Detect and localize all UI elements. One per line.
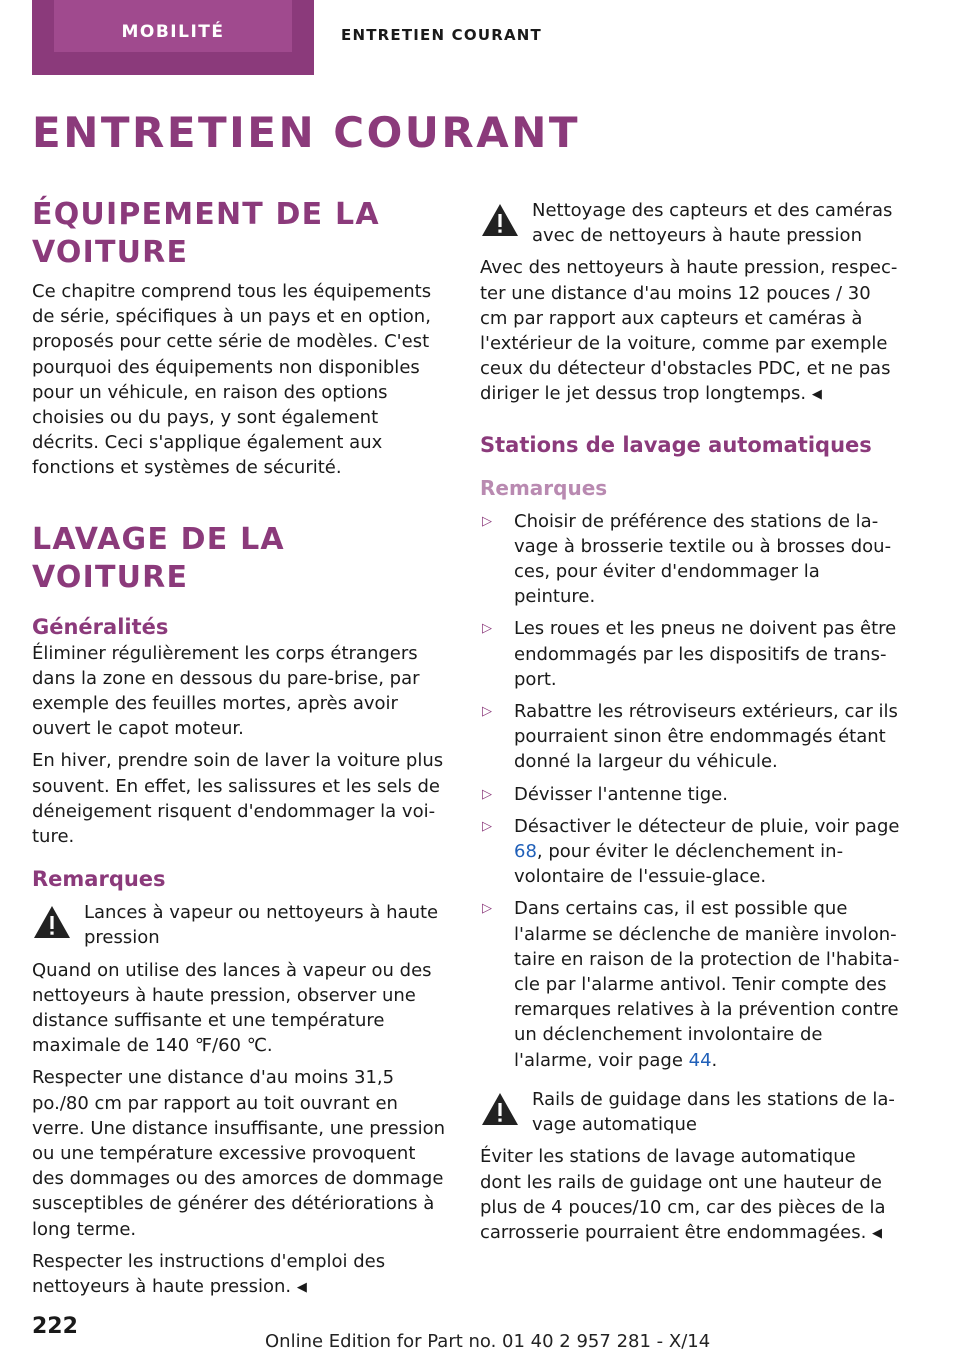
list-item: ▷ Rabattre les rétroviseurs extérieurs, car ils pourraient sinon être endommagés étant donné la largeur du véhicule. <box>482 701 898 773</box>
rails-warning <box>480 1087 900 1137</box>
page-link-44[interactable]: 44 <box>688 1049 712 1071</box>
warning-icon <box>32 904 72 940</box>
warning-icon <box>480 202 520 238</box>
list-item: ▷ Les roues et les pneus ne doivent pas être endommagés par les dispositifs de transport. <box>482 618 897 690</box>
sensor-warning <box>480 198 900 248</box>
bullet-icon: ▷ <box>482 901 492 917</box>
steam-warning-paragraph-3: Respecter les instructions d'emploi des nettoyeurs à haute pression. ◀ <box>32 1250 386 1298</box>
remarks-heading: Remarques <box>32 867 166 892</box>
rails-paragraph: Éviter les stations de lavage automatique dont les rails de guidage ont une hauteur de plus de 4 pouces/10 cm, car des pièces de la carrosserie pourraient être endommagées. ◀ <box>480 1146 886 1243</box>
page-number: 222 <box>32 1314 78 1339</box>
section-tab[interactable] <box>32 0 314 75</box>
list-item: ▷ Dans certains cas, il est possible que l'alarme se déclenche de manière involontaire en raison de la protection de l'habitacle par l'alarme antivol. Tenir compte des remarques relatives à la prévention contre un déclenchement involontaire de l'alarme, voir page 44. <box>482 898 900 1071</box>
edition-footer: Online Edition for Part no. 01 40 2 957 281 - X/14 <box>265 1331 711 1352</box>
section-tab-label: MOBILITÉ <box>121 22 225 42</box>
stations-remarks-heading: Remarques <box>480 475 608 500</box>
washing-heading: LAVAGE DE LA VOITURE <box>32 521 285 595</box>
chapter-tab-label[interactable]: ENTRETIEN COURANT <box>341 26 542 44</box>
general-paragraph-1: Éliminer régulièrement les corps étrangers dans la zone en dessous du pare-brise, par exemple des feuilles mortes, après avoir ouvert le capot moteur. <box>32 642 420 740</box>
end-mark: ◀ <box>811 387 822 403</box>
bullet-icon: ▷ <box>482 513 492 529</box>
end-mark: ◀ <box>872 1225 883 1241</box>
page-link-68[interactable]: 68 <box>514 841 537 863</box>
equipment-body: Ce chapitre comprend tous les équipements de série, spécifiques à un pays et en option, proposés pour cette série de modèles. C'est pourquoi des équipements non disponibles pour un véhicule, en raison des options choisies ou du pays, y sont également décrits. Ceci s'applique également aux fonctions et systèmes de sécurité. <box>32 281 432 479</box>
warning-icon <box>480 1091 520 1127</box>
general-paragraph-2: En hiver, prendre soin de laver la voiture plus souvent. En effet, les salissures et les sels de déneigement risquent d'endommager la voiture. <box>32 750 444 848</box>
left-column <box>32 196 450 1300</box>
right-column <box>480 198 900 1246</box>
list-item: ▷ Dévisser l'antenne tige. <box>480 782 900 807</box>
bullet-icon: ▷ <box>482 621 492 637</box>
sensor-paragraph: Avec des nettoyeurs à haute pression, respecter une distance d'au moins 12 pouces / 30 cm par rapport aux capteurs et caméras à l'extérieur de la voiture, comme par exemple ceux du détecteur d'obstacles PDC, et ne pas diriger le jet dessus trop longtemps. ◀ <box>480 257 898 405</box>
stations-list <box>480 509 900 1073</box>
steam-warning-paragraph-2: Respecter une distance d'au moins 31,5 po./80 cm par rapport au toit ouvrant en verre. Une distance insuffisante, une pression ou une température excessive provoquent des dommages ou des amorces de dommage susceptibles de générer des détériorations à long terme. <box>32 1067 445 1240</box>
steam-warning-paragraph-1: Quand on utilise des lances à vapeur ou des nettoyeurs à haute pression, observer une distance suffisante et une température maximale de 140 ℉/60 ℃. <box>32 959 432 1057</box>
steam-warning-title: Lances à vapeur ou nettoyeurs à haute pression <box>84 902 439 949</box>
equipment-heading: ÉQUIPEMENT DE LA VOITURE <box>32 197 380 270</box>
general-heading: Généralités <box>32 614 169 639</box>
page-title: ENTRETIEN COURANT <box>32 108 581 157</box>
bullet-icon: ▷ <box>482 704 492 720</box>
sensor-warning-title: Nettoyage des capteurs et des caméras avec de nettoyeurs à haute pression <box>532 200 893 247</box>
rails-warning-title: Rails de guidage dans les stations de lavage automatique <box>532 1088 895 1136</box>
list-item: ▷ Choisir de préférence des stations de lavage à brosserie textile ou à brosses douces, pour éviter d'endommager la peinture. <box>482 510 892 608</box>
end-mark: ◀ <box>296 1280 307 1296</box>
steam-warning <box>32 900 450 950</box>
bullet-icon: ▷ <box>482 786 492 802</box>
list-item: ▷ Désactiver le détecteur de pluie, voir page 68, pour éviter le déclenchement involontaire de l'essuie-glace. <box>482 815 900 888</box>
bullet-icon: ▷ <box>482 818 492 834</box>
stations-heading: Stations de lavage automatiques <box>480 432 872 457</box>
